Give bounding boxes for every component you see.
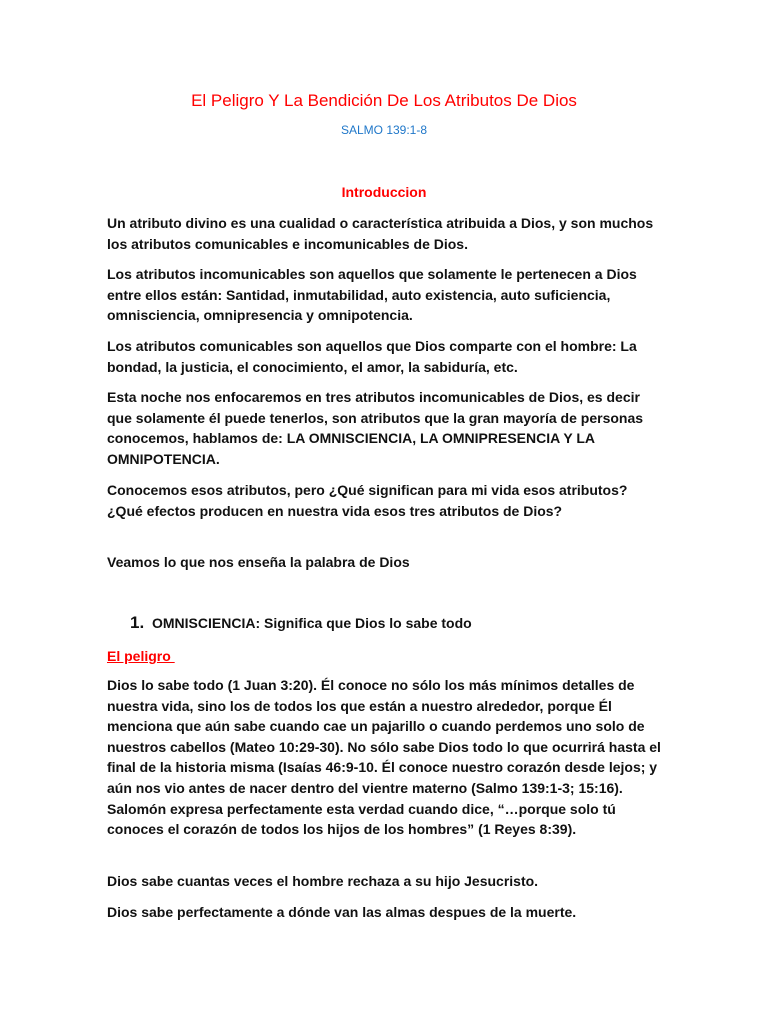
list-number: 1. <box>130 613 145 632</box>
peligro-heading: El peligro <box>107 648 175 664</box>
list-item-text: OMNISCIENCIA: Significa que Dios lo sabe todo <box>152 615 472 631</box>
paragraph-rejection: Dios sabe cuantas veces el hombre rechaza a su hijo Jesucristo. <box>107 873 539 889</box>
paragraph-communicable: Los atributos comunicables son aquellos que Dios comparte con el hombre: La bondad, la justicia, el conocimiento, el amor, la sabiduría, etc. <box>107 338 637 375</box>
paragraph-focus: Esta noche nos enfocaremos en tres atributos incomunicables de Dios, es decir que solamente él puede tenerlos, son atributos que la gran mayoría de personas conocemos, hablamos de: LA OMNISCIENCIA, LA OMNIPRESENCIA Y LA OMNIPOTENCIA. <box>107 389 644 467</box>
scripture-reference: SALMO 139:1-8 <box>340 123 428 137</box>
paragraph-definition: Un atributo divino es una cualidad o característica atribuida a Dios, y son muchos los atributos comunicables e incomunicables de Dios. <box>107 215 654 252</box>
paragraph-incommunicable: Los atributos incomunicables son aquellos que solamente le pertenecen a Dios entre ellos están: Santidad, inmutabilidad, auto existencia, auto suficiencia, omnisciencia, omnipresencia y omnipotencia. <box>107 266 637 324</box>
paragraph-omniscience: Dios lo sabe todo (1 Juan 3:20). Él conoce no sólo los más mínimos detalles de nuestra vida, sino los de todos los que están a nuestro alrededor, porque Él menciona que aún sabe cuando cae un pajarillo o cuando perdemos uno solo de nuestros cabellos (Mateo 10:29-30). No sólo sabe Dios todo lo que ocurrirá hasta el final de la historia misma (Isaías 46:9-10. Él conoce nuestro corazón desde lejos; y aún nos vio antes de nacer dentro del vientre materno (Salmo 139:1-3; 15:16). Salomón expresa perfectamente esta verdad cuando dice, “…porque solo tú conoces el corazón de todos los hijos de los hombres” (1 Reyes 8:39). <box>107 677 661 838</box>
paragraph-souls: Dios sabe perfectamente a dónde van las almas despues de la muerte. <box>107 904 577 920</box>
document-title: El Peligro Y La Bendición De Los Atributos De Dios <box>191 91 577 110</box>
paragraph-questions: Conocemos esos atributos, pero ¿Qué significan para mi vida esos atributos? ¿Qué efectos producen en nuestra vida esos tres atributos de Dios? <box>107 482 628 519</box>
paragraph-transition: Veamos lo que nos enseña la palabra de Dios <box>107 554 410 570</box>
intro-heading: Introduccion <box>341 184 427 200</box>
list-item-omniscience <box>130 612 472 634</box>
